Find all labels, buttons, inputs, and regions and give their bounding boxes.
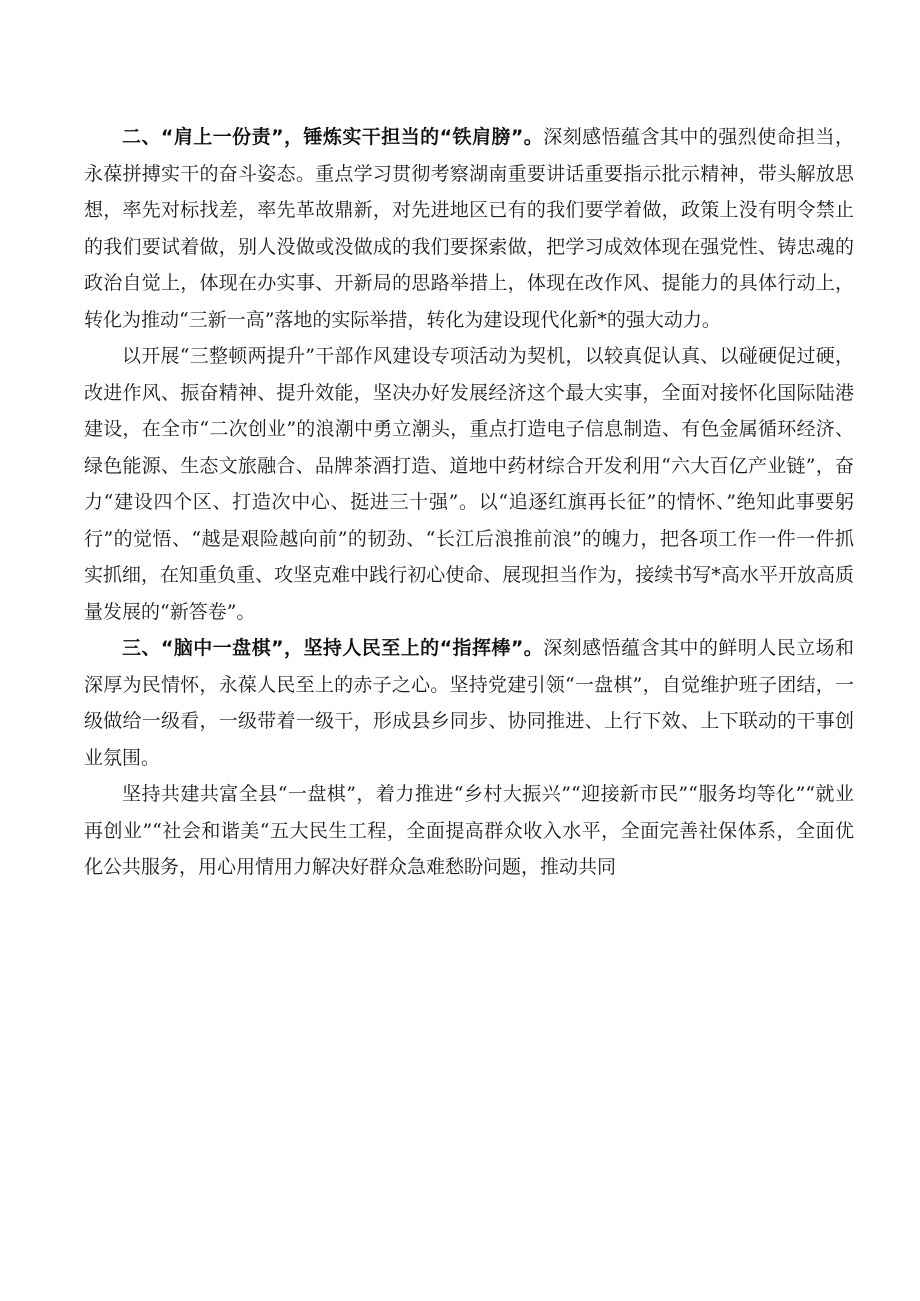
section-heading-three: 三、“脑中一盘棋”，坚持人民至上的“指挥棒”。 bbox=[122, 637, 544, 659]
paragraph-section-two bbox=[84, 119, 854, 338]
section-heading-two: 二、“肩上一份责”，锤炼实干担当的“铁肩膀”。 bbox=[122, 126, 544, 148]
paragraph-common-prosperity bbox=[84, 776, 854, 886]
paragraph-text: 深刻感悟蕴含其中的强烈使命担当，永葆拼搏实干的奋斗姿态。重点学习贯彻考察湖南重要讲话重要指示批示精神，带头解放思想，率先对标找差，率先革故鼎新，对先进地区已有的我们要学着做，政策上没有明令禁止的我们要试着做，别人没做或没做成的我们要探索做，把学习成效体现在强党性、铸忠魂的政治自觉上，体现在办实事、开新局的思路举措上，体现在改作风、提能力的具体行动上，转化为推动“三新一高”落地的实际举措，转化为建设现代化新*的强大动力。 bbox=[84, 126, 854, 331]
document-body bbox=[84, 119, 854, 886]
paragraph-text: 坚持共建共富全县“一盘棋”，着力推进“乡村大振兴”“迎接新市民”“服务均等化”“就业再创业”“社会和谐美“五大民生工程，全面提高群众收入水平，全面完善社保体系，全面优化公共服务，用心用情用力解决好群众急难愁盼问题，推动共同 bbox=[84, 783, 854, 878]
paragraph-section-three bbox=[84, 630, 854, 776]
paragraph-text: 以开展“三整顿两提升”干部作风建设专项活动为契机，以较真促认真、以碰硬促过硬，改进作风、振奋精神、提升效能，坚决办好发展经济这个最大实事，全面对接怀化国际陆港建设，在全市“二次创业”的浪潮中勇立潮头，重点打造电子信息制造、有色金属循环经济、绿色能源、生态文旅融合、品牌茶酒打造、道地中药材综合开发利用“六大百亿产业链”，奋力“建设四个区、打造次中心、挺进三十强”。以“追逐红旗再长征”的情怀、”绝知此事要躬行”的觉悟、“越是艰险越向前”的韧劲、“长江后浪推前浪”的魄力，把各项工作一件一件抓实抓细，在知重负重、攻坚克难中践行初心使命、展现担当作为，接续书写*高水平开放高质量发展的“新答卷”。 bbox=[84, 345, 854, 623]
paragraph-work-style bbox=[84, 338, 854, 630]
paragraph-text: 深刻感悟蕴含其中的鲜明人民立场和深厚为民情怀，永葆人民至上的赤子之心。坚持党建引领“一盘棋”，自觉维护班子团结，一级做给一级看，一级带着一级干，形成县乡同步、协同推进、上行下效、上下联动的干事创业氛围。 bbox=[84, 637, 854, 769]
